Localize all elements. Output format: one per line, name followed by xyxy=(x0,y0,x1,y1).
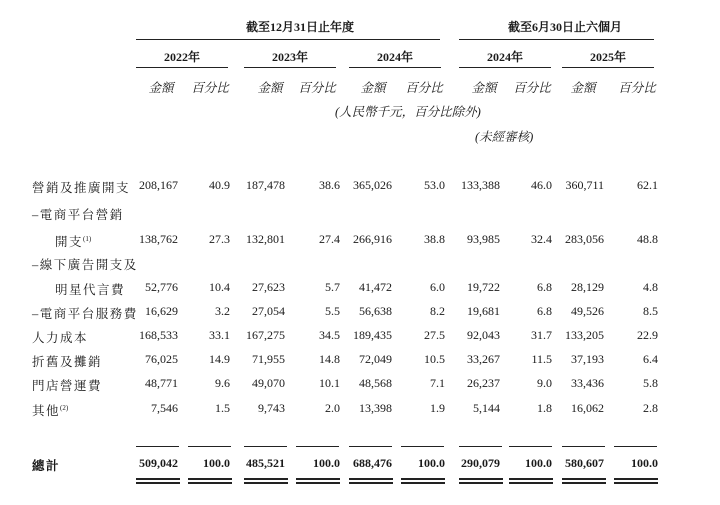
table-cell: 5.7 xyxy=(325,280,340,294)
table-cell: 72,049 xyxy=(359,352,392,366)
table-cell: 266,916 xyxy=(353,232,392,246)
table-cell: 19,681 xyxy=(467,304,500,318)
table-cell: 168,533 xyxy=(139,328,178,342)
table-cell: 13,398 xyxy=(359,401,392,415)
table-cell: 132,801 xyxy=(246,232,285,246)
row-label-text: 開支 xyxy=(55,235,84,249)
row-label-text: –電商平台營銷 xyxy=(32,208,124,222)
table-cell: 46.0 xyxy=(531,178,552,192)
year-rule xyxy=(244,67,336,68)
table-cell: 133,205 xyxy=(565,328,604,342)
table-cell: 6.0 xyxy=(430,280,445,294)
total-double-rule xyxy=(136,478,180,480)
total-top-rule xyxy=(136,446,179,447)
total-double-rule xyxy=(296,482,340,484)
table-cell: 11.5 xyxy=(531,352,552,366)
total-double-rule xyxy=(614,482,658,484)
table-cell: 33,267 xyxy=(467,352,500,366)
total-double-rule xyxy=(244,482,288,484)
total-cell: 509,042 xyxy=(139,456,178,470)
table-cell: 52,776 xyxy=(145,280,178,294)
table-cell: 49,526 xyxy=(571,304,604,318)
table-cell: 92,043 xyxy=(467,328,500,342)
table-cell: 27.4 xyxy=(319,232,340,246)
table-cell: 6.4 xyxy=(643,352,658,366)
row-label xyxy=(32,401,68,419)
total-double-rule xyxy=(459,482,503,484)
total-double-rule xyxy=(188,478,232,480)
total-double-rule xyxy=(349,478,393,480)
table-cell: 41,472 xyxy=(359,280,392,294)
row-label-text: 折舊及攤銷 xyxy=(32,355,103,369)
total-cell: 485,521 xyxy=(246,456,285,470)
col-pct: 百分比 xyxy=(405,81,443,95)
table-cell: 33.1 xyxy=(209,328,230,342)
table-cell: 7.1 xyxy=(430,376,445,390)
total-double-rule xyxy=(296,478,340,480)
total-cell: 688,476 xyxy=(353,456,392,470)
table-cell: 5,144 xyxy=(473,401,500,415)
table-cell: 4.8 xyxy=(643,280,658,294)
table-cell: 93,985 xyxy=(467,232,500,246)
table-cell: 133,388 xyxy=(461,178,500,192)
row-label-text: –線下廣告開支及 xyxy=(32,258,138,272)
table-cell: 34.5 xyxy=(319,328,340,342)
table-cell: 9.0 xyxy=(537,376,552,390)
row-label xyxy=(32,376,102,394)
unaudited-note: (未經審核) xyxy=(475,130,534,144)
table-cell: 22.9 xyxy=(637,328,658,342)
table-cell: 138,762 xyxy=(139,232,178,246)
total-cell: 100.0 xyxy=(313,456,340,470)
row-label xyxy=(32,178,130,196)
total-top-rule xyxy=(509,446,552,447)
col-amount: 金額 xyxy=(360,81,386,95)
total-cell: 100.0 xyxy=(418,456,445,470)
total-top-rule xyxy=(614,446,657,447)
table-cell: 27,623 xyxy=(252,280,285,294)
table-cell: 40.9 xyxy=(209,178,230,192)
table-cell: 1.9 xyxy=(430,401,445,415)
total-double-rule xyxy=(188,482,232,484)
table-cell: 16,629 xyxy=(145,304,178,318)
col-pct: 百分比 xyxy=(191,81,229,95)
col-pct: 百分比 xyxy=(618,81,656,95)
table-cell: 283,056 xyxy=(565,232,604,246)
table-cell: 5.5 xyxy=(325,304,340,318)
total-double-rule xyxy=(401,482,445,484)
table-cell: 49,070 xyxy=(252,376,285,390)
table-cell: 167,275 xyxy=(246,328,285,342)
year-rule xyxy=(136,67,228,68)
table-cell: 56,638 xyxy=(359,304,392,318)
table-cell: 7,546 xyxy=(151,401,178,415)
table-cell: 10.1 xyxy=(319,376,340,390)
total-double-rule xyxy=(244,478,288,480)
table-cell: 1.8 xyxy=(537,401,552,415)
table-cell: 33,436 xyxy=(571,376,604,390)
table-cell: 9,743 xyxy=(258,401,285,415)
table-cell: 62.1 xyxy=(637,178,658,192)
total-double-rule xyxy=(401,478,445,480)
table-cell: 28,129 xyxy=(571,280,604,294)
year-2022: 2022年 xyxy=(163,50,200,64)
table-cell: 2.0 xyxy=(325,401,340,415)
table-cell: 2.8 xyxy=(643,401,658,415)
table-cell: 27.3 xyxy=(209,232,230,246)
table-cell: 187,478 xyxy=(246,178,285,192)
row-label xyxy=(32,255,138,273)
table-cell: 14.8 xyxy=(319,352,340,366)
year-2023: 2023年 xyxy=(271,50,308,64)
total-label: 總計 xyxy=(32,459,61,473)
row-label-text: 營銷及推廣開支 xyxy=(32,181,131,195)
total-top-rule xyxy=(349,446,392,447)
table-cell: 6.8 xyxy=(537,280,552,294)
table-cell: 71,955 xyxy=(252,352,285,366)
table-cell: 6.8 xyxy=(537,304,552,318)
table-cell: 27,054 xyxy=(252,304,285,318)
total-top-rule xyxy=(244,446,287,447)
row-label-text: 明星代言費 xyxy=(55,283,126,297)
table-cell: 360,711 xyxy=(565,178,604,192)
year-rule xyxy=(459,67,551,68)
table-cell: 365,026 xyxy=(353,178,392,192)
table-cell: 3.2 xyxy=(215,304,230,318)
table-cell: 8.2 xyxy=(430,304,445,318)
table-cell: 8.5 xyxy=(643,304,658,318)
row-label-text: 人力成本 xyxy=(32,331,89,345)
year-2024-h1: 2024年 xyxy=(486,50,523,64)
fy-header-rule xyxy=(136,39,440,40)
table-cell: 27.5 xyxy=(424,328,445,342)
col-pct: 百分比 xyxy=(298,81,336,95)
table-cell: 53.0 xyxy=(424,178,445,192)
total-double-rule xyxy=(509,482,553,484)
hy-header-rule xyxy=(459,39,654,40)
footnote-marker: (1) xyxy=(83,234,92,243)
total-cell: 100.0 xyxy=(525,456,552,470)
row-label-text: –電商平台服務費 xyxy=(32,307,138,321)
col-amount: 金額 xyxy=(570,81,596,95)
fiscal-year-header: 截至12月31日止年度 xyxy=(245,20,354,34)
total-top-rule xyxy=(296,446,339,447)
total-top-rule xyxy=(188,446,231,447)
table-cell: 14.9 xyxy=(209,352,230,366)
row-label xyxy=(32,328,88,346)
table-cell: 10.5 xyxy=(424,352,445,366)
year-2025-h1: 2025年 xyxy=(589,50,626,64)
table-cell: 48.8 xyxy=(637,232,658,246)
table-cell: 19,722 xyxy=(467,280,500,294)
table-cell: 32.4 xyxy=(531,232,552,246)
total-cell: 580,607 xyxy=(565,456,604,470)
table-cell: 38.8 xyxy=(424,232,445,246)
total-double-rule xyxy=(349,482,393,484)
row-label xyxy=(55,280,125,298)
total-top-rule xyxy=(562,446,605,447)
table-cell: 1.5 xyxy=(215,401,230,415)
table-cell: 10.4 xyxy=(209,280,230,294)
table-cell: 26,237 xyxy=(467,376,500,390)
total-cell: 100.0 xyxy=(631,456,658,470)
table-cell: 38.6 xyxy=(319,178,340,192)
table-cell: 37,193 xyxy=(571,352,604,366)
year-rule xyxy=(562,67,654,68)
table-cell: 189,435 xyxy=(353,328,392,342)
total-cell: 290,079 xyxy=(461,456,500,470)
table-cell: 31.7 xyxy=(531,328,552,342)
year-rule xyxy=(349,67,441,68)
table-cell: 16,062 xyxy=(571,401,604,415)
row-label xyxy=(32,205,124,223)
col-amount: 金額 xyxy=(148,81,174,95)
total-cell: 100.0 xyxy=(203,456,230,470)
col-amount: 金額 xyxy=(471,81,497,95)
total-double-rule xyxy=(459,478,503,480)
table-cell: 48,771 xyxy=(145,376,178,390)
row-label-text: 門店營運費 xyxy=(32,379,103,393)
table-cell: 5.8 xyxy=(643,376,658,390)
half-year-header: 截至6月30日止六個月 xyxy=(507,20,622,34)
total-double-rule xyxy=(562,478,606,480)
col-amount: 金額 xyxy=(257,81,283,95)
row-label-text: 其他 xyxy=(32,404,61,418)
total-double-rule xyxy=(509,478,553,480)
total-top-rule xyxy=(401,446,444,447)
table-cell: 9.6 xyxy=(215,376,230,390)
table-cell: 48,568 xyxy=(359,376,392,390)
year-2024: 2024年 xyxy=(376,50,413,64)
row-label xyxy=(55,232,91,250)
col-pct: 百分比 xyxy=(513,81,551,95)
total-double-rule xyxy=(562,482,606,484)
total-double-rule xyxy=(136,482,180,484)
total-top-rule xyxy=(459,446,502,447)
row-label xyxy=(32,352,102,370)
unit-note: (人民幣千元，百分比除外) xyxy=(335,105,481,119)
table-cell: 208,167 xyxy=(139,178,178,192)
footnote-marker: (2) xyxy=(60,403,69,412)
table-cell: 76,025 xyxy=(145,352,178,366)
total-double-rule xyxy=(614,478,658,480)
